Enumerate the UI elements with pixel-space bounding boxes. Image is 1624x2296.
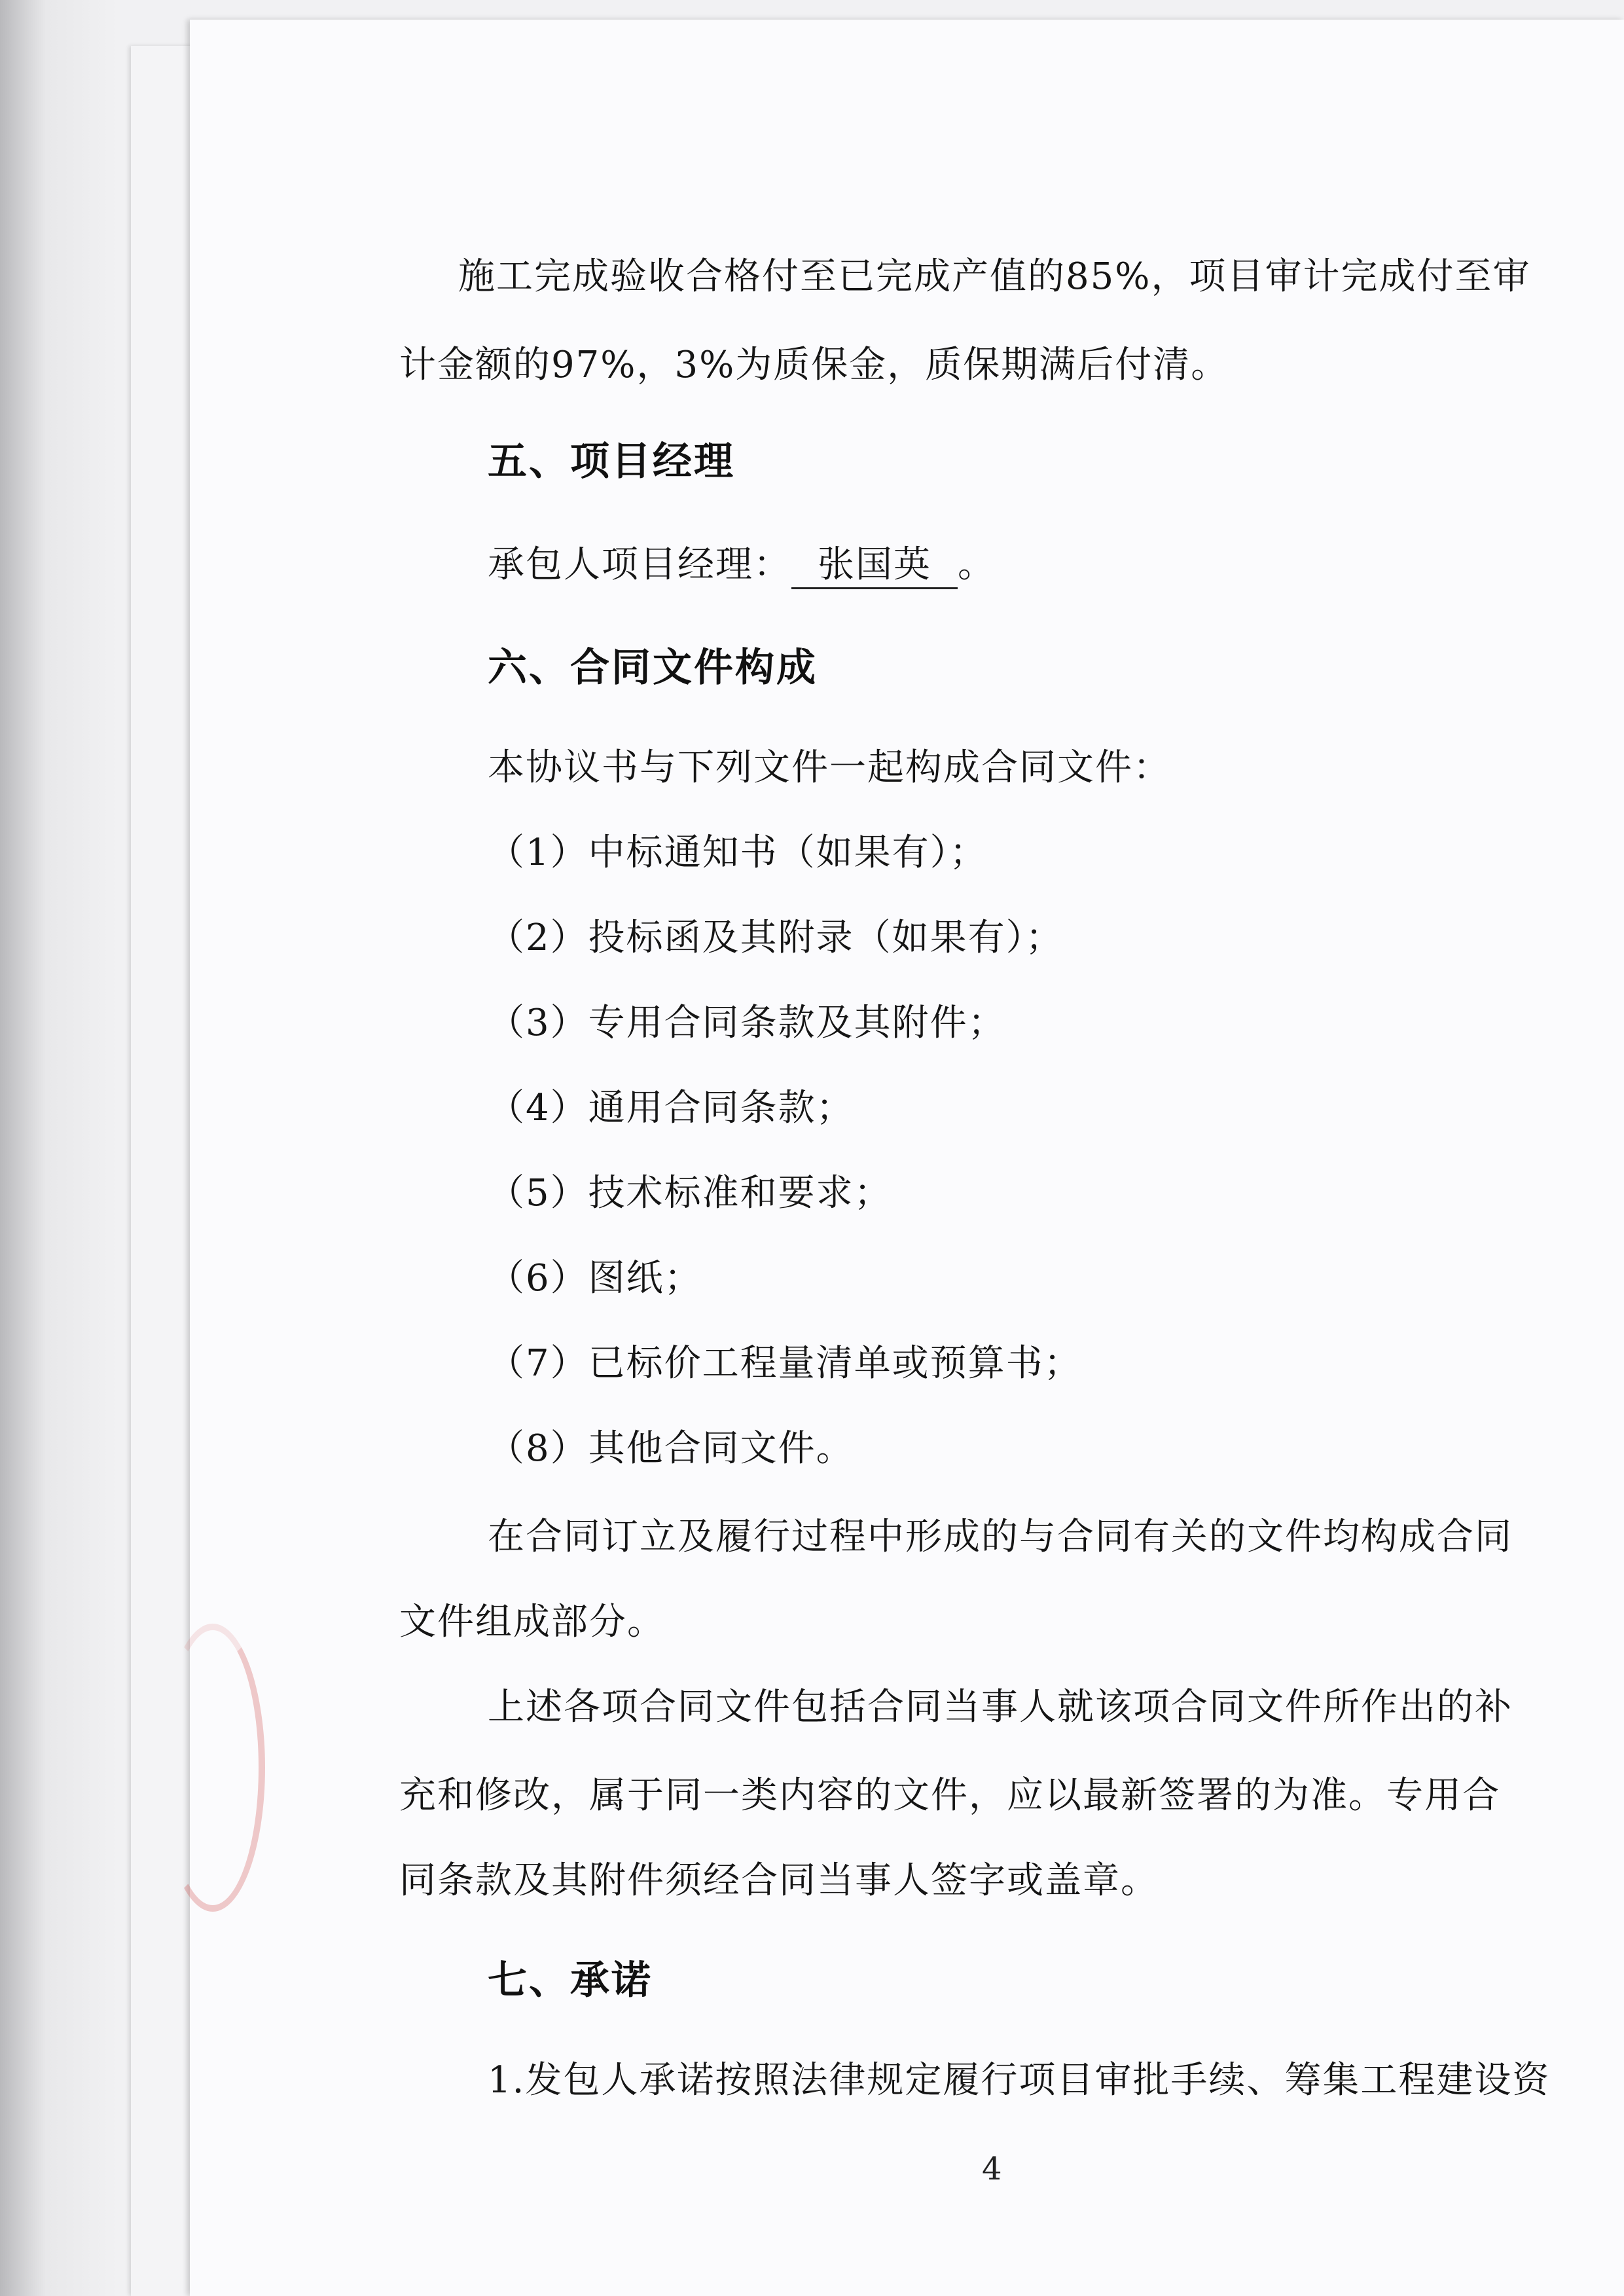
paragraph-line: 充和修改，属于同一类内容的文件，应以最新签署的为准。专用合 (399, 1774, 1500, 1817)
list-item: （2）投标函及其附录（如果有）； (488, 917, 1064, 959)
list-item: （6）图纸； (488, 1257, 702, 1300)
project-manager-end: 。 (958, 543, 996, 586)
list-item: （4）通用合同条款； (488, 1087, 854, 1129)
section-heading-project-manager: 五、项目经理 (488, 439, 735, 484)
project-manager-line (488, 543, 996, 589)
paragraph-line: 同条款及其附件须经合同当事人签字或盖章。 (399, 1859, 1159, 1902)
page-number: 4 (982, 2151, 1002, 2187)
list-item: （5）技术标准和要求； (488, 1172, 892, 1214)
section-heading-commitment: 七、承诺 (488, 1958, 653, 2003)
body-line-payment-2: 计金额的97%，3%为质保金，质保期满后付清。 (399, 344, 1229, 386)
section-heading-contract-documents: 六、合同文件构成 (488, 645, 818, 691)
list-item: （8）其他合同文件。 (488, 1427, 854, 1470)
paragraph-line: 1.发包人承诺按照法律规定履行项目审批手续、筹集工程建设资 (488, 2059, 1551, 2102)
list-item: （7）已标价工程量清单或预算书； (488, 1342, 1082, 1385)
paragraph-line: 上述各项合同文件包括合同当事人就该项合同文件所作出的补 (488, 1686, 1513, 1728)
paragraph-line: 文件组成部分。 (399, 1601, 665, 1643)
project-manager-name: 张国英 (791, 547, 958, 589)
project-manager-label: 承包人项目经理： (488, 543, 791, 586)
body-line-payment-1: 施工完成验收合格付至已完成产值的85%，项目审计完成付至审 (458, 255, 1531, 298)
list-item: （3）专用合同条款及其附件； (488, 1002, 1006, 1044)
list-item: （1）中标通知书（如果有）； (488, 831, 988, 874)
contract-documents-intro: 本协议书与下列文件一起构成合同文件： (488, 746, 1171, 789)
paragraph-line: 在合同订立及履行过程中形成的与合同有关的文件均构成合同 (488, 1516, 1513, 1558)
